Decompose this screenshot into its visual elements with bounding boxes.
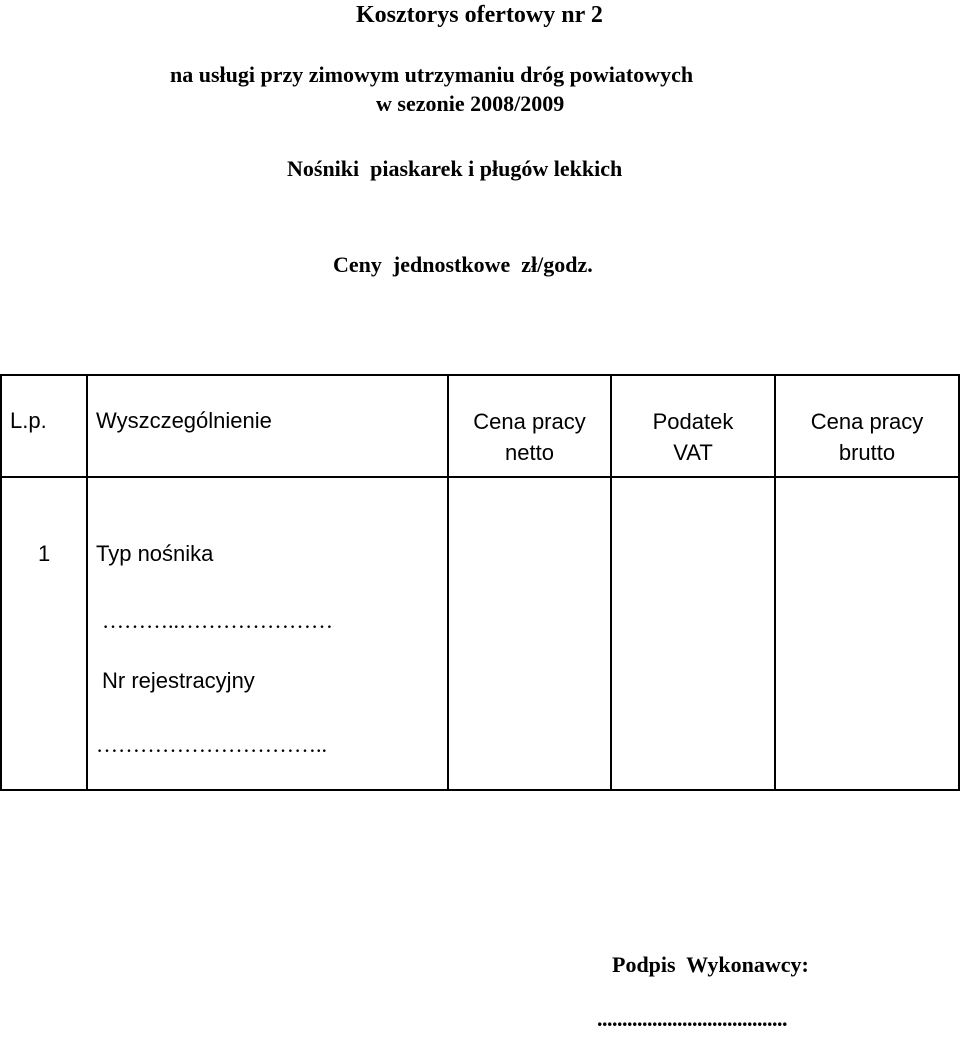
prices-label: Ceny jednostkowe zł/godz. [333, 252, 593, 277]
table-border-bottom [0, 789, 960, 791]
header-lp: L.p. [10, 408, 47, 433]
document-subtitle-line1: na usługi przy zimowym utrzymaniu dróg powiatowych [170, 62, 694, 87]
header-description: Wyszczególnienie [96, 408, 272, 433]
table-border-left [0, 374, 2, 791]
table-col-divider-1 [86, 374, 88, 791]
header-gross-price-line1: Cena pracy [810, 409, 924, 434]
header-vat-line2: VAT [673, 440, 713, 465]
header-gross-price-line2: brutto [838, 440, 896, 465]
cost-table [0, 374, 960, 792]
header-net-price-line1: Cena pracy [473, 409, 586, 434]
document-subtitle-line2: w sezonie 2008/2009 [376, 91, 565, 116]
document-title: Kosztorys ofertowy nr 2 [356, 2, 603, 28]
document-category: Nośniki piaskarek i pługów lekkich [287, 156, 623, 181]
header-net-price-line2: netto [505, 440, 554, 465]
signature-blank: ...................................... [597, 1006, 787, 1031]
signature-label: Podpis Wykonawcy: [612, 952, 809, 977]
header-vat-line1: Podatek [652, 409, 734, 434]
row-1-lp: 1 [38, 541, 51, 566]
header-net-price [449, 406, 610, 468]
table-header-divider [0, 476, 960, 478]
row-1-vehicle-type-blank: ………..………………… [102, 608, 333, 633]
header-gross-price [776, 406, 958, 468]
row-1-registration-blank: ………………………….. [96, 732, 327, 757]
table-border-top [0, 374, 960, 376]
header-vat [612, 406, 774, 468]
row-1-registration-label: Nr rejestracyjny [102, 668, 255, 693]
row-1-vehicle-type-label: Typ nośnika [96, 541, 214, 566]
